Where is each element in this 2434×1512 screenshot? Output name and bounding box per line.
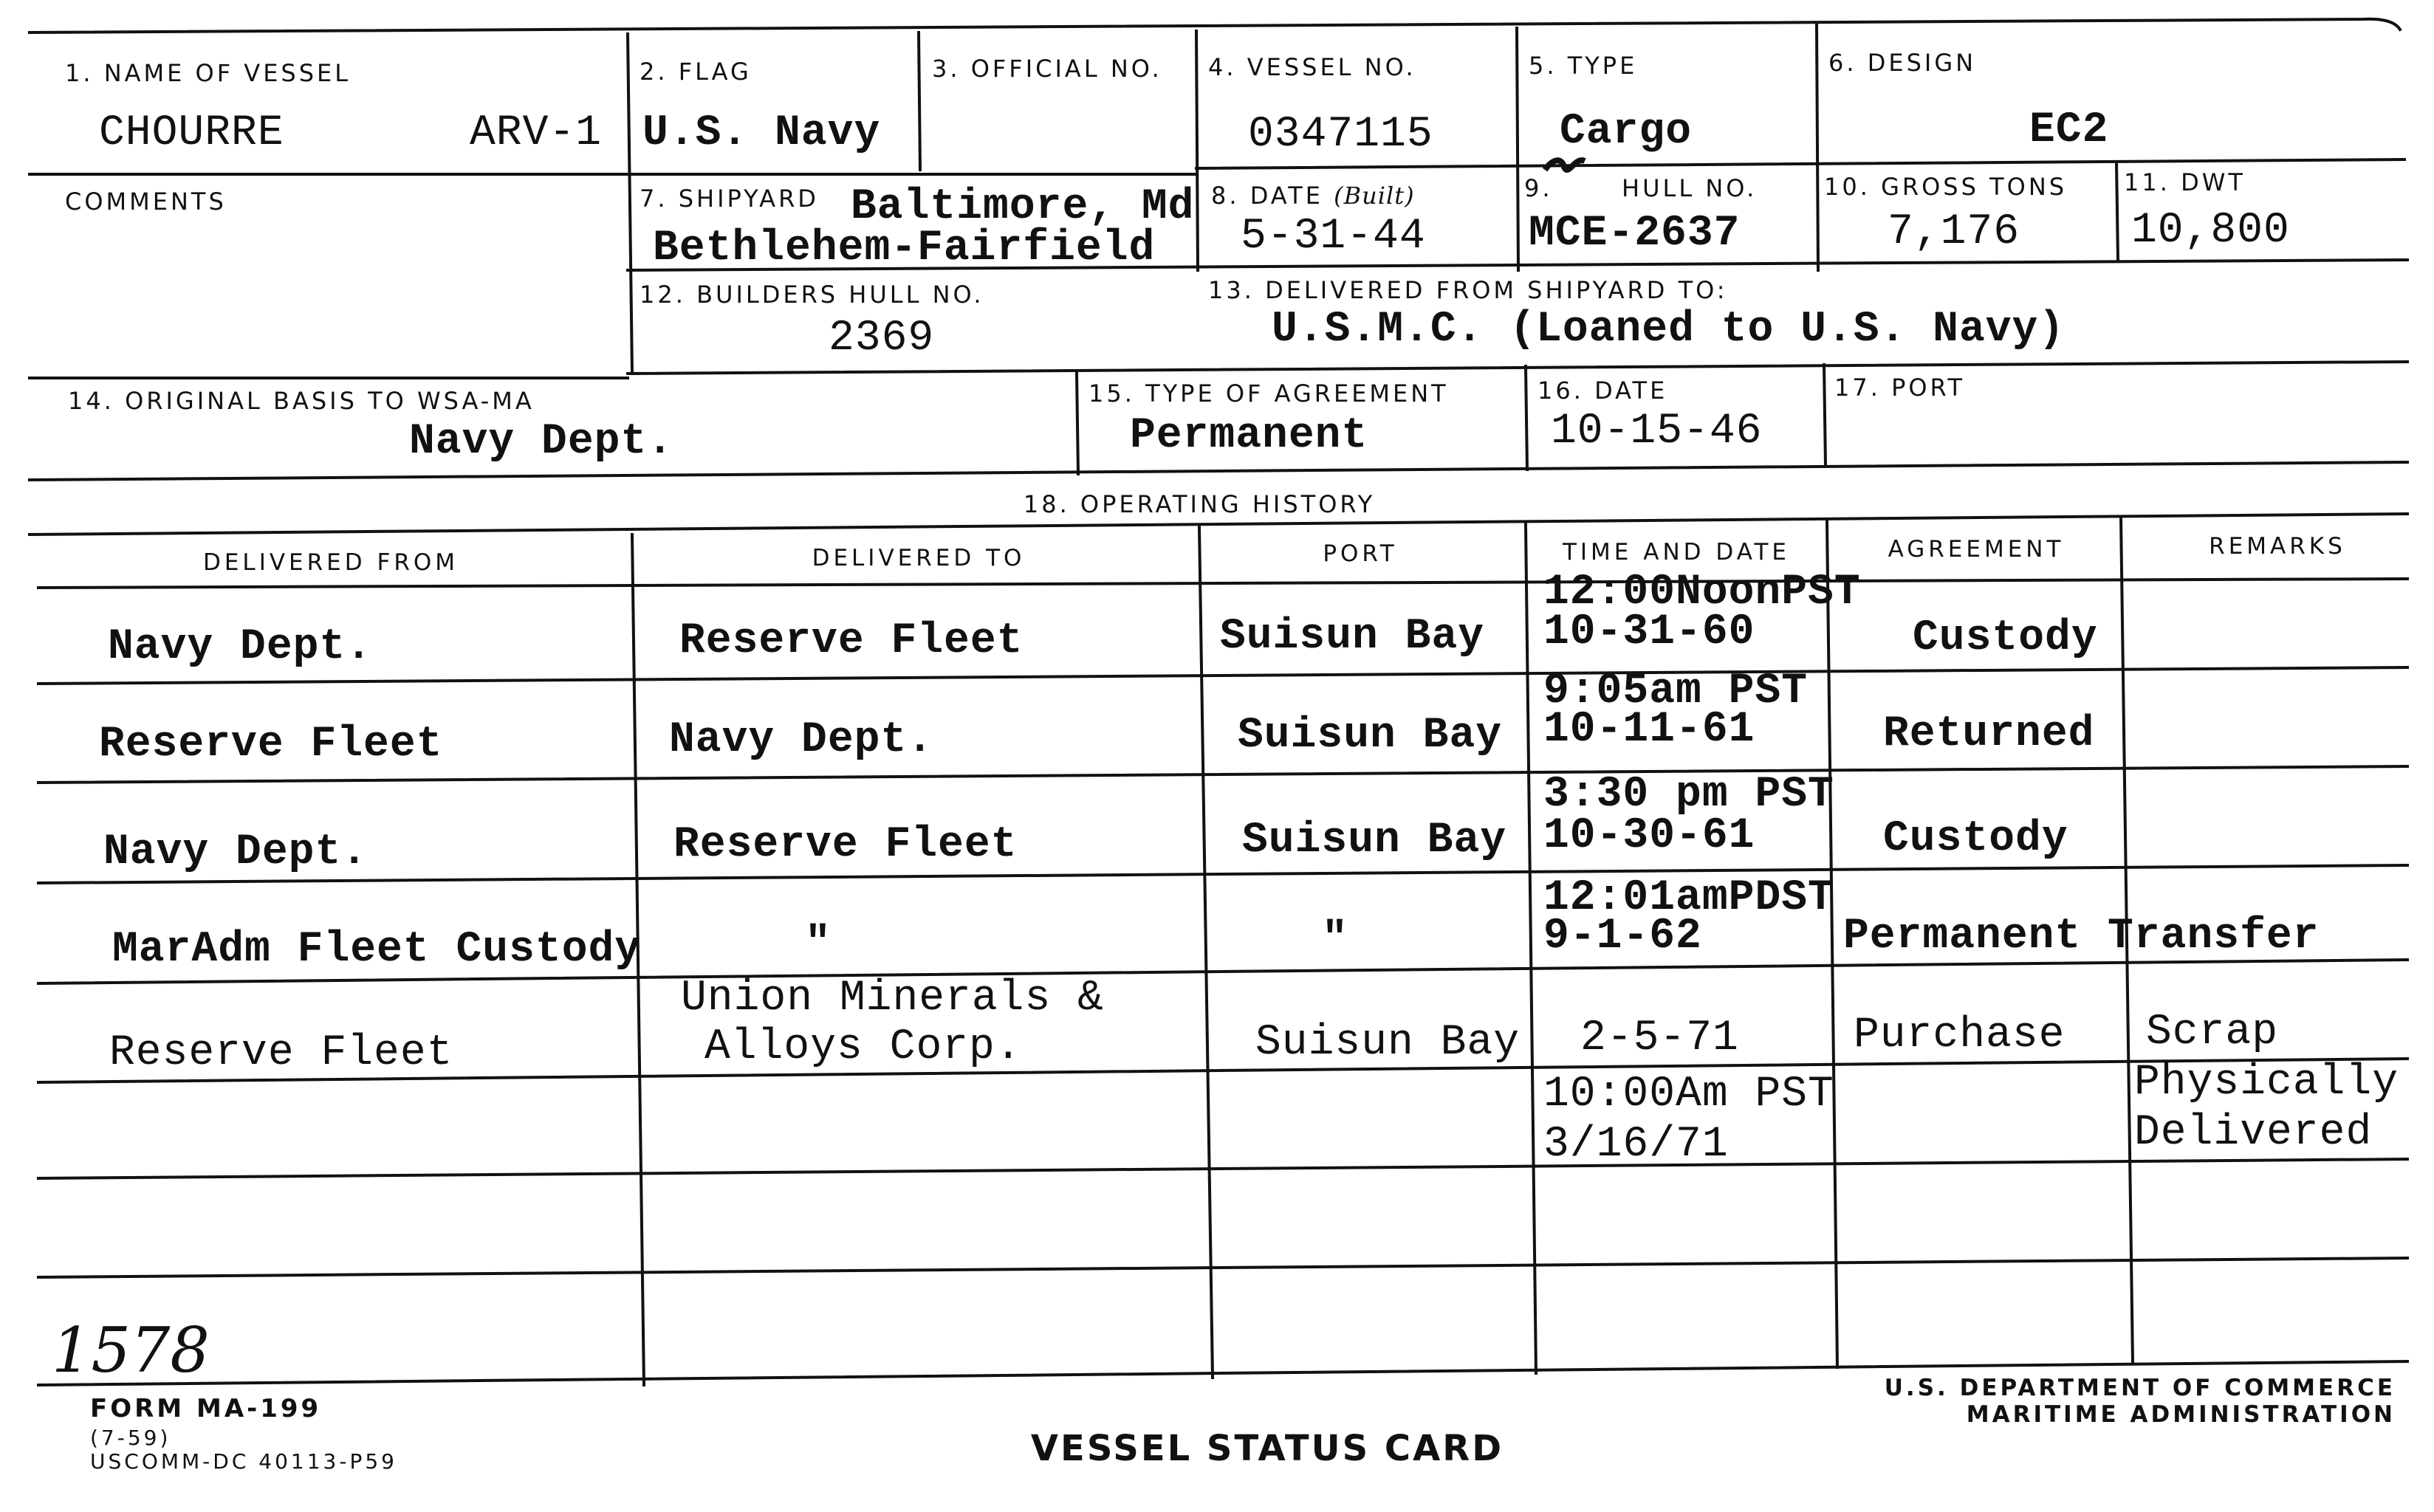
value-builders-hull-no: 2369 (829, 315, 935, 362)
label-date-built: 8. DATE (Built) (1211, 182, 1415, 210)
col-header-delivered-to: DELIVERED TO (812, 545, 1026, 571)
row-time: 3:30 pm PST (1543, 771, 1834, 819)
row-date: 9-1-62 (1543, 913, 1702, 961)
form-number: FORM MA-199 (90, 1394, 322, 1423)
value-date-built: 5-31-44 (1241, 213, 1426, 261)
label-original-basis: 14. ORIGINAL BASIS TO WSA-MA (68, 387, 535, 415)
value-date: 10-15-46 (1551, 408, 1763, 456)
row-time: 12:01amPDST (1543, 874, 1834, 922)
label-dwt: 11. DWT (2124, 168, 2246, 196)
handwritten-number: 1578 (52, 1314, 210, 1386)
row-delivered-from: Navy Dept. (108, 623, 373, 671)
label-vessel-no: 4. VESSEL NO. (1208, 53, 1416, 81)
row-agreement: Purchase (1854, 1011, 2066, 1059)
row-agreement: Returned (1883, 710, 2095, 758)
value-type: Cargo (1560, 108, 1693, 156)
row-remarks: Physically (2134, 1059, 2399, 1107)
col-header-time-and-date: TIME AND DATE (1562, 539, 1791, 566)
card-title: VESSEL STATUS CARD (1030, 1428, 1504, 1469)
operating-history-title: 18. OPERATING HISTORY (1023, 490, 1376, 518)
row-delivered-from: Reserve Fleet (109, 1029, 453, 1077)
col-header-delivered-from: DELIVERED FROM (202, 549, 459, 576)
row-delivered-to: Reserve Fleet (673, 821, 1018, 869)
label-official-no: 3. OFFICIAL NO. (932, 55, 1162, 83)
value-vessel-designation: ARV-1 (470, 109, 603, 157)
label-shipyard: 7. SHIPYARD (640, 185, 819, 213)
row-port: Suisun Bay (1242, 817, 1507, 865)
row-delivered-to-line2: Alloys Corp. (705, 1023, 1022, 1071)
row-delivered-from: MarAdm Fleet Custody (112, 926, 642, 974)
value-shipyard-location: Baltimore, Md (851, 183, 1195, 231)
value-type-of-agreement: Permanent (1130, 412, 1368, 460)
label-type: 5. TYPE (1529, 52, 1638, 80)
row-delivered-to: Union Minerals & (681, 975, 1104, 1023)
row-delivered-to: Navy Dept. (669, 716, 934, 764)
value-design: EC2 (2029, 106, 2109, 154)
label-delivered-from-shipyard: 13. DELIVERED FROM SHIPYARD TO: (1208, 276, 1728, 304)
label-date: 16. DATE (1537, 377, 1668, 405)
label-flag: 2. FLAG (640, 58, 752, 86)
value-dwt: 10,800 (2131, 207, 2290, 255)
row-date: 10-30-61 (1543, 812, 1755, 860)
row-time: 10:00Am PST (1543, 1071, 1834, 1118)
row-port: Suisun Bay (1220, 613, 1485, 661)
row-delivered-to: " (805, 920, 832, 968)
value-original-basis: Navy Dept. (409, 418, 674, 466)
row-delivered-to: Reserve Fleet (679, 617, 1024, 665)
row-date: 3/16/71 (1543, 1121, 1729, 1169)
col-header-remarks: REMARKS (2209, 533, 2346, 560)
row-remarks: Scrap (2146, 1008, 2279, 1056)
row-agreement: Custody (1883, 815, 2068, 863)
value-shipyard-name: Bethlehem-Fairfield (653, 224, 1156, 272)
label-port: 17. PORT (1834, 374, 1965, 402)
col-header-port: PORT (1323, 540, 1398, 567)
row-date: 10-31-60 (1543, 608, 1755, 656)
label-hull-no: HULL NO. (1622, 174, 1758, 202)
agency-department: U.S. DEPARTMENT OF COMMERCE (1884, 1375, 2396, 1401)
row-port: Suisun Bay (1255, 1019, 1521, 1067)
value-vessel-no: 0347115 (1248, 111, 1433, 159)
label-builders-hull-no: 12. BUILDERS HULL NO. (640, 281, 984, 309)
form-revision: (7-59) (90, 1426, 171, 1450)
label-comments: COMMENTS (65, 188, 227, 216)
value-flag: U.S. Navy (642, 109, 881, 157)
form-print-code: USCOMM-DC 40113-P59 (90, 1449, 397, 1474)
label-design: 6. DESIGN (1828, 49, 1977, 77)
value-gross-tons: 7,176 (1888, 208, 2020, 256)
label-hull-prefix: 9. (1524, 174, 1553, 202)
value-delivered-from-shipyard: U.S.M.C. (Loaned to U.S. Navy) (1272, 306, 2066, 354)
row-date: 10-11-61 (1543, 706, 1755, 754)
label-type-of-agreement: 15. TYPE OF AGREEMENT (1089, 379, 1449, 408)
value-hull-no: MCE-2637 (1529, 210, 1741, 258)
row-time: 12:00NoonPST (1543, 568, 1861, 616)
row-time: 9:05am PST (1543, 667, 1809, 715)
row-port: Suisun Bay (1238, 712, 1503, 760)
row-remarks-line2: Delivered (2134, 1109, 2373, 1157)
row-port: " (1322, 915, 1348, 963)
row-delivered-from: Navy Dept. (103, 828, 368, 876)
col-header-agreement: AGREEMENT (1888, 536, 2065, 563)
row-agreement: Permanent Transfer (1843, 913, 2320, 961)
row-date: 2-5-71 (1580, 1014, 1739, 1062)
agency-administration: MARITIME ADMINISTRATION (1966, 1401, 2396, 1428)
value-name-of-vessel: CHOURRE (99, 109, 284, 157)
label-name-of-vessel: 1. NAME OF VESSEL (65, 59, 352, 87)
row-delivered-from: Reserve Fleet (99, 721, 443, 769)
label-gross-tons: 10. GROSS TONS (1824, 173, 2068, 201)
row-agreement: Custody (1913, 614, 2098, 662)
